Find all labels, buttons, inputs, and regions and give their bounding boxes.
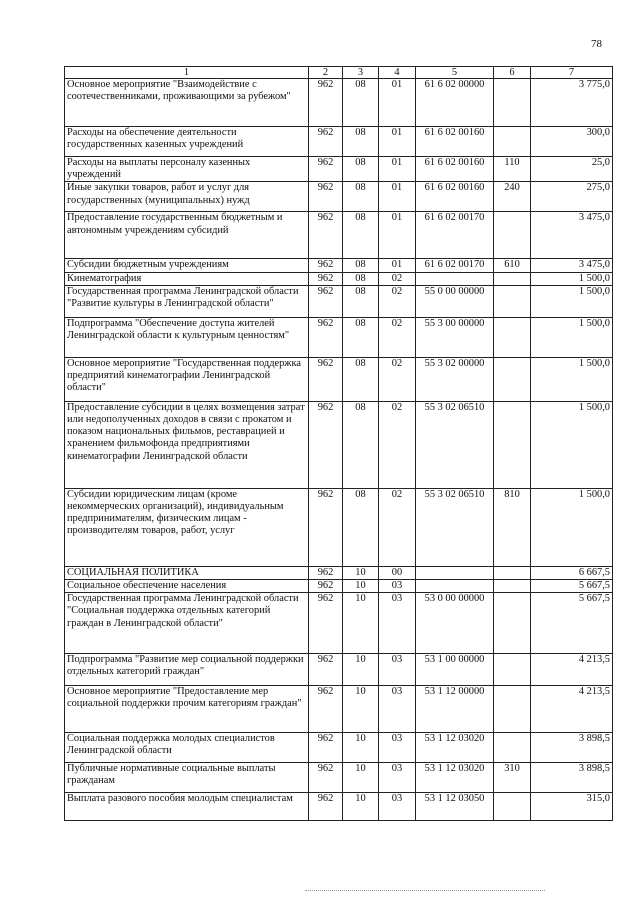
table-row [65, 259, 613, 272]
target-article-cell: 55 3 02 00000 [416, 357, 494, 401]
section-cell: 08 [343, 182, 379, 212]
amount-cell: 3 898,5 [531, 763, 613, 793]
admin-code-cell: 962 [309, 686, 343, 733]
expense-type-cell [494, 566, 531, 579]
target-article-cell: 53 1 12 00000 [416, 686, 494, 733]
amount-cell: 4 213,5 [531, 686, 613, 733]
admin-code-cell: 962 [309, 357, 343, 401]
admin-code-cell: 962 [309, 401, 343, 488]
subsection-cell: 03 [379, 763, 416, 793]
row-name-cell: Кинематография [65, 272, 309, 285]
subsection-cell: 02 [379, 357, 416, 401]
subsection-cell: 02 [379, 285, 416, 317]
column-header: 2 [309, 67, 343, 79]
expense-type-cell [494, 272, 531, 285]
section-cell: 08 [343, 317, 379, 357]
expense-type-cell [494, 733, 531, 763]
amount-cell: 5 667,5 [531, 580, 613, 593]
section-cell: 10 [343, 580, 379, 593]
row-name-cell: Государственная программа Ленинградской области "Социальная поддержка отдельных категорий граждан в Ленинградской области" [65, 593, 309, 654]
amount-cell: 6 667,5 [531, 566, 613, 579]
row-name-cell: Подпрограмма "Развитие мер социальной поддержки отдельных категорий граждан" [65, 654, 309, 686]
amount-cell: 1 500,0 [531, 488, 613, 566]
section-cell: 08 [343, 259, 379, 272]
row-name-cell: Предоставление субсидии в целях возмещения затрат или недополученных доходов в связи с прокатом и показом национальных фильмов, реставрацией и хранением фильмофонда предприятиями кинематографии Ленинградской области [65, 401, 309, 488]
section-cell: 08 [343, 488, 379, 566]
subsection-cell: 01 [379, 157, 416, 182]
table-row [65, 285, 613, 317]
expense-type-cell: 110 [494, 157, 531, 182]
table-row [65, 212, 613, 259]
amount-cell: 1 500,0 [531, 285, 613, 317]
expense-type-cell [494, 357, 531, 401]
admin-code-cell: 962 [309, 259, 343, 272]
expense-type-cell [494, 317, 531, 357]
admin-code-cell: 962 [309, 317, 343, 357]
amount-cell: 3 475,0 [531, 259, 613, 272]
subsection-cell: 03 [379, 733, 416, 763]
section-cell: 10 [343, 733, 379, 763]
amount-cell: 315,0 [531, 793, 613, 821]
section-cell: 10 [343, 566, 379, 579]
column-header: 3 [343, 67, 379, 79]
expense-type-cell: 810 [494, 488, 531, 566]
subsection-cell: 03 [379, 686, 416, 733]
amount-cell: 4 213,5 [531, 654, 613, 686]
expense-type-cell [494, 212, 531, 259]
expense-type-cell [494, 401, 531, 488]
page-number: 78 [591, 38, 602, 50]
expense-type-cell: 240 [494, 182, 531, 212]
target-article-cell: 55 3 00 00000 [416, 317, 494, 357]
column-header: 5 [416, 67, 494, 79]
section-cell: 08 [343, 357, 379, 401]
amount-cell: 3 475,0 [531, 212, 613, 259]
admin-code-cell: 962 [309, 79, 343, 127]
admin-code-cell: 962 [309, 212, 343, 259]
target-article-cell: 53 1 12 03050 [416, 793, 494, 821]
expense-type-cell [494, 285, 531, 317]
section-cell: 10 [343, 593, 379, 654]
target-article-cell: 53 1 12 03020 [416, 763, 494, 793]
subsection-cell: 01 [379, 259, 416, 272]
target-article-cell: 55 3 02 06510 [416, 488, 494, 566]
subsection-cell: 01 [379, 127, 416, 157]
amount-cell: 1 500,0 [531, 401, 613, 488]
section-cell: 08 [343, 285, 379, 317]
table-row [65, 272, 613, 285]
table-row [65, 357, 613, 401]
admin-code-cell: 962 [309, 763, 343, 793]
row-name-cell: Расходы на обеспечение деятельности государственных казенных учреждений [65, 127, 309, 157]
subsection-cell: 02 [379, 272, 416, 285]
admin-code-cell: 962 [309, 580, 343, 593]
table-row [65, 686, 613, 733]
expense-type-cell [494, 793, 531, 821]
subsection-cell: 02 [379, 488, 416, 566]
section-cell: 08 [343, 127, 379, 157]
table-row [65, 763, 613, 793]
table-header-row [65, 67, 613, 79]
target-article-cell: 61 6 02 00170 [416, 259, 494, 272]
subsection-cell: 02 [379, 401, 416, 488]
target-article-cell [416, 580, 494, 593]
amount-cell: 1 500,0 [531, 357, 613, 401]
admin-code-cell: 962 [309, 733, 343, 763]
table-row [65, 654, 613, 686]
row-name-cell: Предоставление государственным бюджетным и автономным учреждениям субсидий [65, 212, 309, 259]
section-cell: 10 [343, 686, 379, 733]
amount-cell: 3 898,5 [531, 733, 613, 763]
table-row [65, 733, 613, 763]
target-article-cell: 53 1 00 00000 [416, 654, 494, 686]
row-name-cell: Выплата разового пособия молодым специалистам [65, 793, 309, 821]
expense-type-cell [494, 580, 531, 593]
column-header: 4 [379, 67, 416, 79]
target-article-cell: 61 6 02 00160 [416, 157, 494, 182]
row-name-cell: Государственная программа Ленинградской области "Развитие культуры в Ленинградской области" [65, 285, 309, 317]
target-article-cell [416, 272, 494, 285]
admin-code-cell: 962 [309, 272, 343, 285]
admin-code-cell: 962 [309, 488, 343, 566]
expense-type-cell [494, 593, 531, 654]
section-cell: 08 [343, 401, 379, 488]
row-name-cell: Иные закупки товаров, работ и услуг для государственных (муниципальных) нужд [65, 182, 309, 212]
column-header: 7 [531, 67, 613, 79]
table-row [65, 182, 613, 212]
admin-code-cell: 962 [309, 182, 343, 212]
target-article-cell: 55 0 00 00000 [416, 285, 494, 317]
table-row [65, 488, 613, 566]
expense-type-cell: 310 [494, 763, 531, 793]
section-cell: 08 [343, 272, 379, 285]
row-name-cell: Подпрограмма "Обеспечение доступа жителей Ленинградской области к культурным ценностям" [65, 317, 309, 357]
column-header: 6 [494, 67, 531, 79]
subsection-cell: 01 [379, 182, 416, 212]
row-name-cell: Публичные нормативные социальные выплаты гражданам [65, 763, 309, 793]
row-name-cell: СОЦИАЛЬНАЯ ПОЛИТИКА [65, 566, 309, 579]
expense-type-cell [494, 654, 531, 686]
table-row [65, 401, 613, 488]
admin-code-cell: 962 [309, 654, 343, 686]
table-row [65, 580, 613, 593]
table-row [65, 157, 613, 182]
row-name-cell: Основное мероприятие "Взаимодействие с соотечественниками, проживающими за рубежом" [65, 79, 309, 127]
target-article-cell: 53 1 12 03020 [416, 733, 494, 763]
subsection-cell: 01 [379, 79, 416, 127]
scan-edge-line [305, 890, 545, 891]
table-row [65, 593, 613, 654]
section-cell: 10 [343, 793, 379, 821]
amount-cell: 3 775,0 [531, 79, 613, 127]
expense-type-cell [494, 79, 531, 127]
amount-cell: 300,0 [531, 127, 613, 157]
amount-cell: 25,0 [531, 157, 613, 182]
target-article-cell: 55 3 02 06510 [416, 401, 494, 488]
amount-cell: 1 500,0 [531, 272, 613, 285]
row-name-cell: Основное мероприятие "Государственная поддержка предприятий кинематографии Ленинградской области" [65, 357, 309, 401]
table-row [65, 79, 613, 127]
admin-code-cell: 962 [309, 157, 343, 182]
target-article-cell: 61 6 02 00160 [416, 127, 494, 157]
admin-code-cell: 962 [309, 127, 343, 157]
target-article-cell: 61 6 02 00000 [416, 79, 494, 127]
expense-type-cell: 610 [494, 259, 531, 272]
subsection-cell: 00 [379, 566, 416, 579]
column-header: 1 [65, 67, 309, 79]
target-article-cell [416, 566, 494, 579]
target-article-cell: 61 6 02 00170 [416, 212, 494, 259]
row-name-cell: Субсидии юридическим лицам (кроме некоммерческих организаций), индивидуальным предпринимателям, физическим лицам - производителям товаров, работ, услуг [65, 488, 309, 566]
section-cell: 08 [343, 212, 379, 259]
admin-code-cell: 962 [309, 285, 343, 317]
row-name-cell: Расходы на выплаты персоналу казенных учреждений [65, 157, 309, 182]
row-name-cell: Субсидии бюджетным учреждениям [65, 259, 309, 272]
section-cell: 08 [343, 157, 379, 182]
table-row [65, 566, 613, 579]
admin-code-cell: 962 [309, 793, 343, 821]
amount-cell: 5 667,5 [531, 593, 613, 654]
table-row [65, 127, 613, 157]
subsection-cell: 03 [379, 793, 416, 821]
admin-code-cell: 962 [309, 566, 343, 579]
target-article-cell: 61 6 02 00160 [416, 182, 494, 212]
admin-code-cell: 962 [309, 593, 343, 654]
amount-cell: 1 500,0 [531, 317, 613, 357]
subsection-cell: 01 [379, 212, 416, 259]
table-row [65, 317, 613, 357]
section-cell: 08 [343, 79, 379, 127]
subsection-cell: 03 [379, 654, 416, 686]
subsection-cell: 03 [379, 580, 416, 593]
row-name-cell: Социальная поддержка молодых специалистов Ленинградской области [65, 733, 309, 763]
section-cell: 10 [343, 654, 379, 686]
table-row [65, 793, 613, 821]
expense-type-cell [494, 686, 531, 733]
subsection-cell: 03 [379, 593, 416, 654]
budget-table [64, 66, 613, 821]
amount-cell: 275,0 [531, 182, 613, 212]
expense-type-cell [494, 127, 531, 157]
subsection-cell: 02 [379, 317, 416, 357]
target-article-cell: 53 0 00 00000 [416, 593, 494, 654]
row-name-cell: Социальное обеспечение населения [65, 580, 309, 593]
row-name-cell: Основное мероприятие "Предоставление мер социальной поддержки прочим категориям граждан" [65, 686, 309, 733]
section-cell: 10 [343, 763, 379, 793]
